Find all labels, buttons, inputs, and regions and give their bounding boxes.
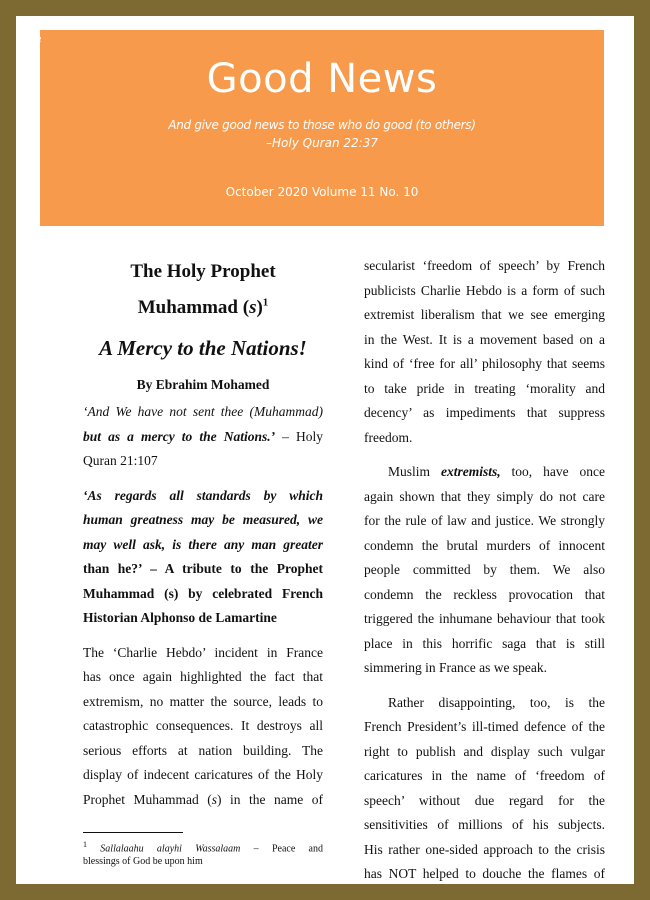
epigraph-lamartine: ‘As regards all standards by which human greatness may be measured, we may well ask, is there any man greater than he?’ – A tribute to the Prophet Muhammad (s) by celebrated French Historian Alphonso de Lamartine	[83, 487, 323, 625]
masthead-tagline-source: –Holy Quran 22:37	[266, 136, 378, 150]
article-paragraph: The ‘Charlie Hebdo’ incident in France has once again highlighted the fact that extremism, no matter the source, leads to catastrophic consequences. It destroys all serious efforts at nation building. The display of indecent caricatures of the Holy Prophet Muhammad (s) in the name of	[83, 644, 323, 807]
masthead-banner	[21, 30, 604, 226]
article-title-line1: The Holy Prophet	[130, 261, 276, 282]
article-subtitle: A Mercy to the Nations!	[99, 336, 307, 360]
epigraph-quran: ‘And We have not sent thee (Muhammad) but as a mercy to the Nations.’ – Holy Quran 21:107	[83, 404, 323, 468]
masthead-tagline: And give good news to those who do good (to others)	[168, 118, 476, 132]
newsletter-page	[16, 16, 634, 884]
masthead-small-the: The	[21, 32, 42, 45]
article-paragraph: Muslim extremists, too, have once again shown that they simply do not care for the rule of law and justice. We strongly condemn the brutal murders of innocent people committed by them. We also condemn the reckless provocation that triggered the inhumane behaviour that took place in this horrific saga that is still simmering in France as we speak.	[364, 464, 605, 675]
article-paragraph: secularist ‘freedom of speech’ by French publicists Charlie Hebdo is a form of such extremist liberalism that we see emerging in the West. It is a movement based on a kind of ‘free for all’ philosophy that seems to take pride in treating ‘morality and decency’ as impediments that suppress freedom.	[364, 258, 605, 445]
footnote-mark: 1	[262, 296, 269, 309]
article-title-line2: Muhammad $(s)^1$	[137, 296, 269, 318]
issue-info: October 2020 Volume 11 No. 10	[225, 185, 419, 199]
footnote: $^1$ Sallalaahu alayhi Wassalaam – Peace and blessings of God be upon him	[83, 840, 323, 868]
right-column	[364, 254, 605, 884]
article-paragraph: Rather disappointing, too, is the French President’s ill-timed defence of the right to publish and display such vulgar caricatures in the name of ‘freedom of speech’ without due regard for the sensitivities of millions of his subjects. His rather one-sided approach to the crisis has NOT helped to douche the flames of	[364, 694, 605, 881]
article-byline: By Ebrahim Mohamed	[136, 377, 270, 392]
left-column	[83, 254, 323, 812]
footnote-divider	[83, 832, 183, 833]
masthead-title: Good News	[206, 56, 438, 102]
